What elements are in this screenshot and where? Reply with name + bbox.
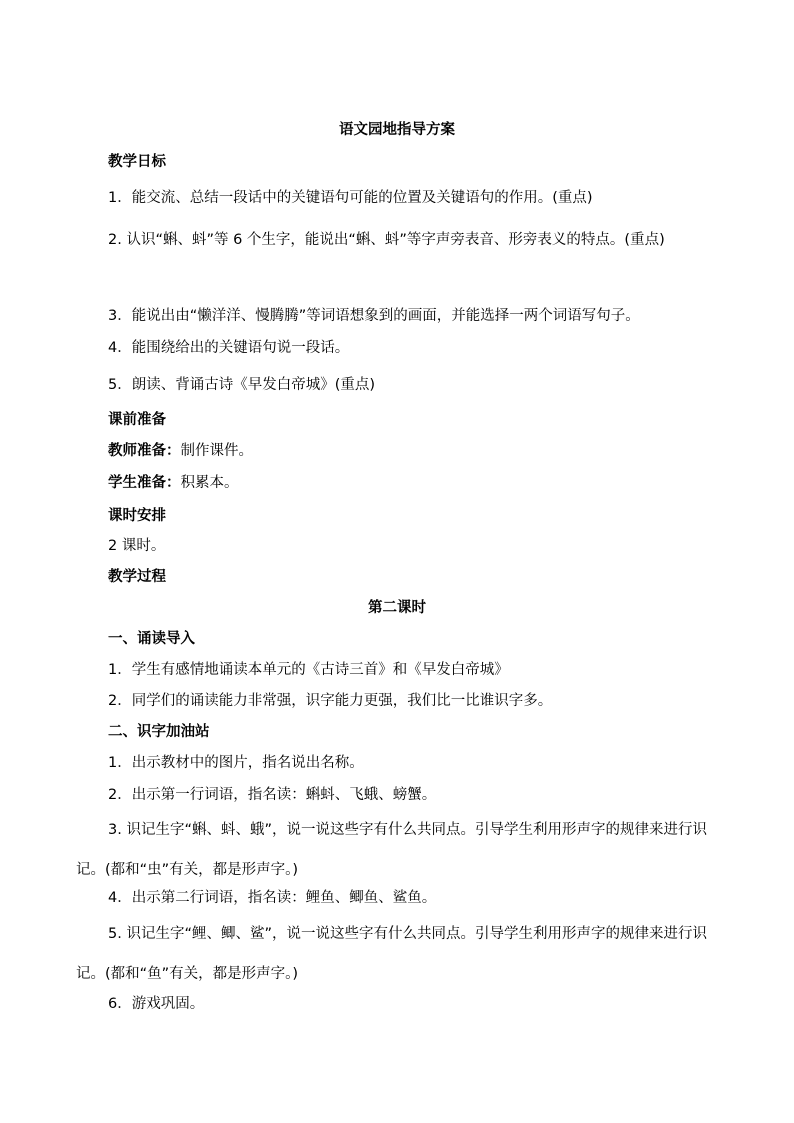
goal-3: 3．能说出由“懒洋洋、慢腾腾”等词语想象到的画面，并能选择一两个词语写句子。 [108,308,640,324]
heading-prep: 课前准备 [108,412,166,428]
goal-5: 5．朗读、背诵古诗《早发白帝城》(重点) [108,377,376,393]
heading-process: 教学过程 [108,569,166,585]
section-2-item-6: 6．游戏巩固。 [108,996,205,1012]
teacher-prep [108,441,718,461]
section-2-item-2: 2．出示第一行词语，指名读：蝌蚪、飞蛾、螃蟹。 [108,787,437,803]
section-2-item-1: 1．出示教材中的图片，指名说出名称。 [108,755,364,771]
schedule-text: 2 课时。 [108,538,166,554]
section-2-item-5: 5. 识记生字“鲤、鲫、鲨”，说一说这些字有什么共同点。引导学生利用形声字的规律来进行识记。(都和“鱼”有关，都是形声字。) [76,926,707,982]
section-1-item-2: 2．同学们的诵读能力非常强，识字能力更强，我们比一比谁识字多。 [108,693,553,709]
goal-4: 4．能围绕给出的关键语句说一段话。 [108,340,350,356]
section-2-heading: 二、识字加油站 [108,724,210,740]
section-1-heading: 一、诵读导入 [108,631,195,647]
heading-schedule: 课时安排 [108,508,166,524]
section-1-item-1: 1．学生有感情地诵读本单元的《古诗三首》和《早发白帝城》 [108,662,509,678]
student-prep-text: 积累本。 [180,475,239,491]
section-2-item-3: 3. 识记生字“蝌、蚪、蛾”，说一说这些字有什么共同点。引导学生利用形声字的规律来进行识记。(都和“虫”有关，都是形声字。) [76,822,707,878]
student-prep [108,473,718,493]
teacher-prep-text: 制作课件。 [180,443,253,459]
goal-2: 2. 认识“蝌、蚪”等 6 个生字，能说出“蝌、蚪”等字声旁表音、形旁表义的特点。(重点) [108,232,665,248]
student-prep-label: 学生准备： [108,475,181,491]
teacher-prep-label: 教师准备： [108,443,181,459]
lesson-title: 第二课时 [368,600,426,616]
goal-1: 1．能交流、总结一段话中的关键语句可能的位置及关键语句的作用。(重点) [108,190,593,206]
document-title: 语文园地指导方案 [339,122,455,138]
section-2-item-4: 4．出示第二行词语，指名读：鲤鱼、鲫鱼、鲨鱼。 [108,890,437,906]
heading-goals: 教学日标 [108,154,166,170]
